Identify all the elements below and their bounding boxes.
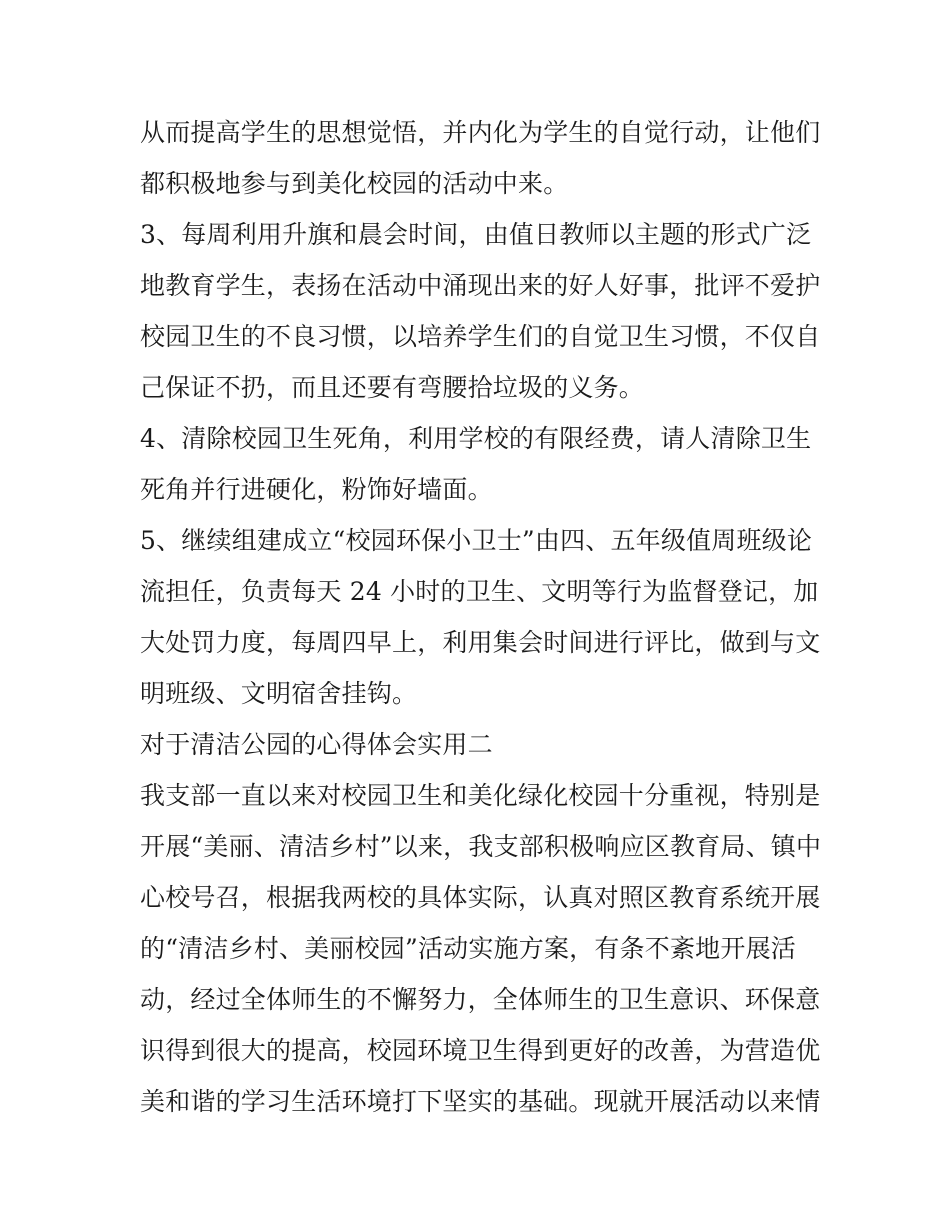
section-heading: 对于清洁公园的心得体会实用二 xyxy=(140,730,493,759)
text-line: 5、继续组建成立“校园环保小卫士”由四、五年级值周班级论 xyxy=(140,526,813,555)
text-line: 死角并行进硬化，粉饰好墙面。 xyxy=(140,475,493,504)
text-line: 己保证不扔，而且还要有弯腰拾垃圾的义务。 xyxy=(140,373,645,402)
text-line: 都积极地参与到美化校园的活动中来。 xyxy=(140,169,569,198)
text-line: 我支部一直以来对校园卫生和美化绿化校园十分重视，特别是 xyxy=(140,781,821,810)
text-line: 流担任，负责每天 24 小时的卫生、文明等行为监督登记，加 xyxy=(140,577,819,606)
text-line: 地教育学生，表扬在活动中涌现出来的好人好事，批评不爱护 xyxy=(140,271,821,300)
text-line: 明班级、文明宿舍挂钩。 xyxy=(140,679,418,708)
text-line: 3、每周利用升旗和晨会时间，由值日教师以主题的形式广泛 xyxy=(140,220,812,249)
text-line: 美和谐的学习生活环境打下坚实的基础。现就开展活动以来情 xyxy=(140,1087,821,1116)
text-line: 动，经过全体师生的不懈努力，全体师生的卫生意识、环保意 xyxy=(140,985,821,1014)
text-line: 的“清洁乡村、美丽校园”活动实施方案，有条不紊地开展活 xyxy=(140,934,796,963)
text-line: 4、清除校园卫生死角，利用学校的有限经费，请人清除卫生 xyxy=(140,424,812,453)
text-line: 大处罚力度，每周四早上，利用集会时间进行评比，做到与文 xyxy=(140,628,821,657)
text-line: 识得到很大的提高，校园环境卫生得到更好的改善，为营造优 xyxy=(140,1036,821,1065)
text-line: 从而提高学生的思想觉悟，并内化为学生的自觉行动，让他们 xyxy=(140,118,821,147)
text-line: 心校号召，根据我两校的具体实际，认真对照区教育系统开展 xyxy=(140,883,821,912)
text-line: 校园卫生的不良习惯，以培养学生们的自觉卫生习惯，不仅自 xyxy=(140,322,821,351)
text-line: 开展“美丽、清洁乡村”以来，我支部积极响应区教育局、镇中 xyxy=(140,832,822,861)
document-body xyxy=(140,107,820,1127)
